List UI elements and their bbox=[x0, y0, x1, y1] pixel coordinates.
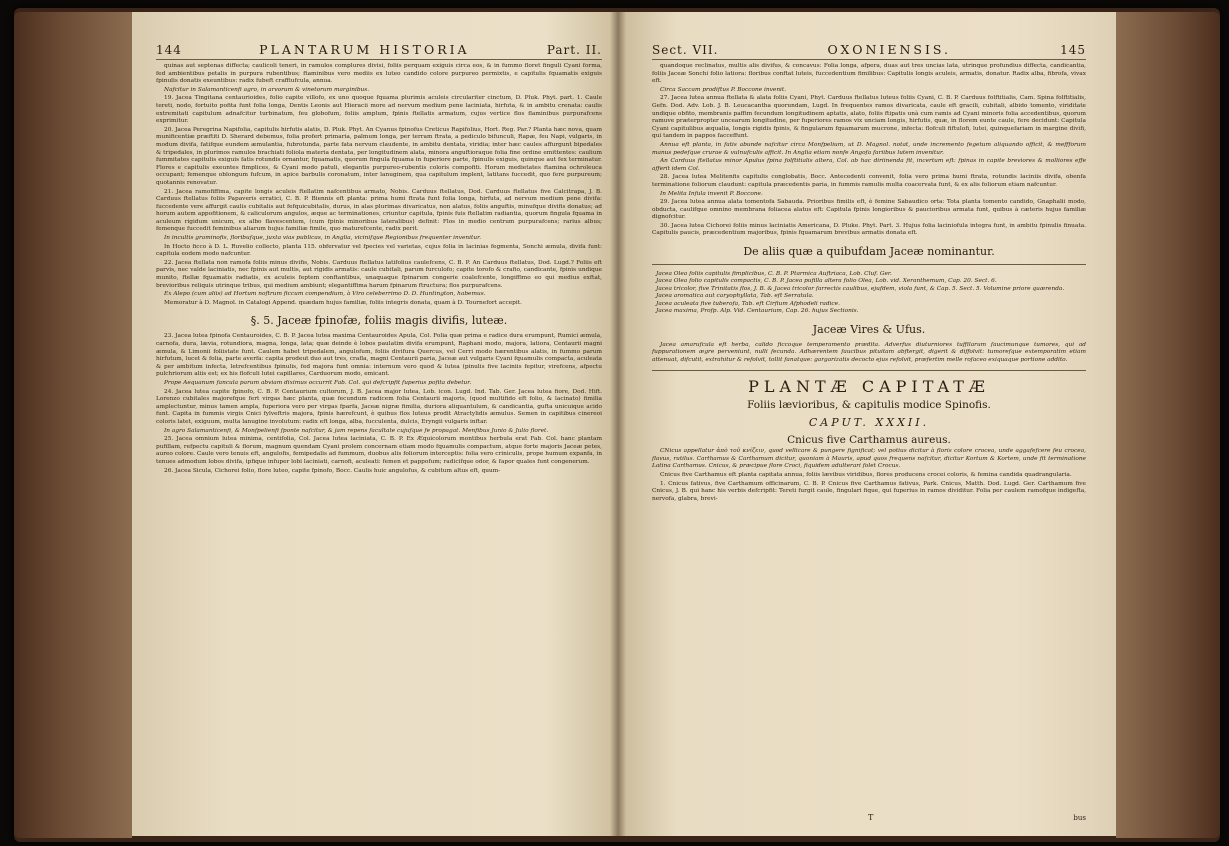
paragraph: 29. Jacea lutea annua alata tomentofa Sabauda. Prioribus fimilis eft, è femine Sabaudico orta: Tota planta tomento candido, Gnaphalii modo, obducta, caulifque omnino membrana foliacea alatus eft: Capitula fpinis longioribus & paucioribus armata funt, quibus à cæteris hujus familiæ dignofcitur. bbox=[652, 199, 1086, 221]
paragraph: Memoratur à D. Magnol. in Catalogi Append. quædam hujus familiæ, foliis integris donata, quam à D. Tournefort accepit. bbox=[164, 299, 522, 306]
paragraph: 20. Jacea Peregrina Napifolia, capitulis hirfutis alatis, D. Pluk. Phyt. An Cyanus fpinofus Creticus Rapifolius, Hort. Reg. Par.? Planta hæc nova, quam munificentiæ præftiti D. Sherard debemus, folia profert primaria, palmum longa, per terram ftrata, a pediculo bifunculi, Rapæ, feu Napi, vulgaris, in modum divifa, fatifque eundem æmulantia, fubrotunda, parte fata nervum claudente, in ambitu dentata, viridia; inter hæc caules affurgunt bipedales & tripedales, in plurimos ramulos brachiati foliola materia dentata, per longitudinem alata, minora anguftioraque folia fine ordine emittentes: caulium fummitates capitulis exiguis fatis rotundis ornantur, fquamatis, quorum fingula fquama in fuperiore parte, fpinulis exiguis, quinque aut fex terminatur. Flores e capitulis exeuntes fimplices, & Cyani modo patuli, elegantis purpureo-rubentis coloris compofiti. Horum medietates ftamina ochroleuca occupant; femenque oblongum fufcum, in apice barbulis coronatum, inter lanuginem, qua capitulum implent, latitans fuccedit, quo fere purpureum; quotannis renovatur. bbox=[156, 126, 602, 186]
left-running-head bbox=[156, 42, 602, 60]
virtues-body bbox=[652, 342, 1086, 365]
left-running-title: PLANTARUM HISTORIA bbox=[259, 42, 470, 57]
paragraph: In agro Salamanticenfi, & Monfpelienfi fponte nafcitur, & jam repens facultate cujufque fe propagat. Menfibus Junio & Julio floret. bbox=[164, 427, 549, 434]
left-page bbox=[132, 12, 618, 836]
list-item: Jacea tricolor, five Trinitatis flos, J. B. & Jacea tricolor farrectis caulibus, ejufdem, viola funt, & Cap. 5. Sect. 5. Volumine priore quærenda. bbox=[656, 285, 1065, 292]
paragraph: In Melita Infula invenit P. Boccone. bbox=[660, 190, 763, 197]
paragraph: 22. Jacea ftellata non ramofa foliis minus divifis, Nobis. Carduus ftellatus latifolius caulefcens, C. B. P. An Carduus ftellatus, Dod. Lugd.? Foliis eft parvis, nec valde laciniatis, nec fpinis aut multis, aut rigidis armatis: caule cubitali, parum furculofo; capite torofo & crafio, candicante, fpinis undique munito, ftellæ fquamatis radiatis, ex aculeis feptem conftantibus, unaquaque fpinarum congerie coalefcente, longiffimo eo qui medius exftat, brevioribus reliquis utrinque tribus, qui medium ambiunt; elegantiffima harum fpinarum ftructura; flos purpurafcens. bbox=[156, 259, 602, 289]
left-part-label: Part. II. bbox=[546, 43, 602, 57]
paragraph: Annua eft planta, in fatis abunde nafcitur circa Monfpelium, ut D. Magnol. notat, unde incremento fegetum aliquando officit, & meffforum manus pedefque crurae & vulnufculis afficit. In Anglia etiam nonfe Angofa fariibus lutem invenitur. bbox=[652, 141, 1086, 156]
left-page-edges bbox=[14, 12, 132, 838]
virtues-heading: Jaceæ Vires & Ufus. bbox=[812, 322, 926, 336]
paragraph: 24. Jacea lutea capite fpinofo, C. B. P. Centaurium cultorum, J. B. Jacea major lutea, Lob. icon. Lugd. Ind. Tab. Ger. Jacea lutea fiore, Dod. Hift. Lorenzo cubitales majorefque fert virgas hæc planta, quæ fecundum radicem folia Centaurii majoris, (quod multifido eft folio, & lacinato) fimilia amplectuntur, minus tamen ampla, fuperiora vero per virgas fparfa, Jaceæ nigræ fimilia, duriora aliquantulum, & candicantia, gufta unicuique acido funt. Capita in fummis virgis Cnici fylveftris majora, fpinis hærefcunt, è quibus flos luteus prodit Atractylidis æmulus. Semen in capitibus cinereoi coloris latet, exiguum, multa lanugine involutum: radix eft longa, alba, fucculenta, dulcis, Eryngii vulgaris inftar. bbox=[156, 388, 602, 425]
left-body-top bbox=[156, 63, 602, 307]
right-page-edges bbox=[1116, 12, 1220, 838]
left-body-bottom bbox=[156, 333, 602, 475]
paragraph: 28. Jacea lutea Melitenfis capitulis conglobatis, Bocc. Antecedenti convenit, folia vero prima humi ftrata, rotundis laciniis divifa, obenfa terminatione foliorum claudunt: capitula præcedentis paria, in fummis ramulis multa coacervata funt, & ex alis foliorum etiam nafcuntur. bbox=[652, 174, 1086, 188]
chapter-group-subtitle: Foliis lævioribus, & capitulis modice Spinofis. bbox=[747, 399, 991, 412]
open-book bbox=[14, 8, 1220, 842]
paragraph: 23. Jacea lutea fpinofa Centauroides, C. B. P. Jacea lutea maxima Centauroides Apula, Col. Folia quæ prima e radice dura erumpunt, Rumici æmula, carnofa, dura, lævia, rotundiora, magna, longa, lata; quæ deinde è lobos paulatim divifa erumpunt, Raphani modo, majora, latiora, Centaurii magni æmula, & Limonii foliistate funt. Caulem habet tripedalem, angulofum, foliis divifura Quercus, vel Cerri modo hærentibus alatis, in fummo parum hirfutum, lucet & folia, parte averfa: capita prodeut duo aut tres, crafla, magni Centaurii paria, Jaceæ aut vulgaris Cyani fquamulis compacta, aculeata & per ambitum infecta, letrefcentibus fpinulis, fed majora funt omnia: internum vero quod & lutea (pinulis five laciniis fepitur, virefcens, afpectu pulchriorum aliis est; ex his flofculi lutei capillares, Carduorum modo, emicant. bbox=[156, 333, 602, 378]
right-page-number: 145 bbox=[1060, 43, 1086, 57]
book-gutter bbox=[610, 12, 626, 836]
list-item: Jacea Olea folio capitulis compactis, C. B. P. Jacea pufilla altera folio Olea, Lob. vid. Xeranthemum, Cap. 20. Sect. 6. bbox=[656, 278, 997, 285]
paragraph: Ex Alepo (cum aliis) ad Hortum noftrum ficcum compendium, à Viro celeberrimo D. D. Huntington, habemus. bbox=[164, 291, 486, 298]
right-section-label: Sect. VII. bbox=[652, 43, 719, 57]
paragraph: Prope Aequanum fancula parum abviam diximus occurrit Fab. Col. qui defcripfit fuperius pofita debetur. bbox=[164, 379, 472, 386]
synonym-list bbox=[656, 271, 1086, 315]
right-section-heading: De aliis quæ a quibufdam Jaceæ nominantur. bbox=[743, 245, 995, 259]
right-running-head bbox=[652, 42, 1086, 60]
list-item: Jacea Olea foliis capitulis fimplicibus, C. B. P. Ptarmica Auftriaca, Lob. Cluf. Ger. bbox=[656, 271, 892, 278]
paragraph: Jacea amarufcula eft herba, calido ficcoque temperamento prædita. Adverfus diuturniores tuffilarum faucimunque tumores, qui ad fuppurationem ægre perveniunt, nulli fecunda. Adhærentem faucibus pituitam abftergit, digerit & diffolvit: tumorefque extemporatim etiam attenuat, difcutit, extrahitur & refolvit, tollit fanatque: gargarizatis decocto ejus refolvit, præfertim melle rofaceo exiquaque portione addito. bbox=[652, 341, 1086, 363]
divider bbox=[652, 370, 1086, 371]
paragraph: In incultis graminofis, floribufque, juxta vias publicas, in Anglia, vicinifque Regionibus frequenter invenitur. bbox=[164, 235, 482, 242]
paragraph: 26. Jacea Sicula, Cichorei folio, flore luteo, capite fpinofo, Bocc. Caulis huic angulofus, & cubitum altus eft, quum- bbox=[164, 467, 501, 474]
paragraph: Circa Saccam prodiftus P. Boccone invenit. bbox=[660, 86, 787, 93]
list-item: Jacea aculeata five tuberofa, Tab. eft Cirfium Afphodeli radice. bbox=[656, 300, 840, 307]
right-running-title: OXONIENSIS. bbox=[827, 42, 952, 57]
paragraph: Nafcitur in Salamanticenfi agro, in arvorum & vinetorum marginibus. bbox=[164, 86, 370, 93]
catchword: bus bbox=[1073, 814, 1086, 822]
left-section-heading: §. 5. Jaceæ fpinofæ, foliis magis divifis, luteæ. bbox=[250, 314, 508, 328]
signature-mark: T bbox=[868, 813, 874, 822]
paragraph: 25. Jacea omnium lutea minima, centifolia, Col. Jacea lutea laciniata, C. B. P. Ex Æquicolorum montibus herbula erat Fab. Col. hanc plantam pufillam, refpectu capituli & florum, magnum quendam Cyani prolem concernam etiam modo fquamulis compactum, atque forte majoris Jaceæ petes, aureo colore. Caule vero tenuis eft, angulofis, femipedalis ad fummum, duobus alis foliorum interceptis: folia vero criniculis, prope humum expanfa, in tenues admodum lobos divifa, ipfique infuper lobi laciniati, carnofi, aculeati: femen et pappofum; radicifque odor, & fapor quales funt congenerum. bbox=[156, 436, 602, 465]
paragraph: quandoque reclinatus, multis alis divifus, & concavus: Folia longa, afpera, duas aut tres uncias lata, utrinque profundius diffecta, candicantia, foliis Jaceæ Sonchi folio latiora: floribus conftat luteis, fuccedentium fimilibus: Capitulis longis aculeis, armatis, donatur. Radix alba, fibrofa, vivax eft. bbox=[652, 63, 1086, 85]
chapter-title: Cnicus five Carthamus aureus. bbox=[787, 434, 951, 447]
divider bbox=[652, 264, 1086, 265]
paragraph: An Carduus ftellatus minor Apulus fpina folftitialis altera, Col. ab hac diriinenda fit, incertum eft: fpinas in capite breviores & molliores effe afferit idem Col. bbox=[652, 158, 1086, 172]
paragraph: quinas aut septenas diffecta; caulicoli teneri, in ramulos complures divisi, foliis perquam exiguis circa eos, & in fummo floret finguli Cyani forma, fed ambientibus petalis in purpura rubentibus; ftaminibus vero mediis ex luteo candido colore purpureo permixtis, e capitulis fquamatis exiguis fpinulis donatis exeuntibus: radix fubeft craffiufcula, annua. bbox=[156, 63, 602, 85]
list-item: Jacea aromatica aut caryophyllata, Tab. eft Serratula. bbox=[656, 293, 814, 300]
chapter-number: CAPUT. XXXII. bbox=[808, 416, 930, 430]
right-page bbox=[618, 12, 1116, 836]
paragraph: 27. Jacea lutea annua ftellata & alata foliis Cyani, Phyt. Carduus ftellatus luteus foliis Cyani, C. B. P. Carduus folftitialis, Cam. Spina folftitialis, Gefn. Dod. Adv. Lob. J. B. Leucacantha quorundam, Lugd. In frequentes ramos divaricata, caule eft gracili, cubitali, albido tomento, viriditate undique obfito, membranis paffim fecundum longitudinem aptatis, alato, foliis ftipatis unà cum ramis ad Cyani minoris folia accedentibus, quorum ramuve præterpropter uncearum longitudine, per fuperiores ramos vix unciam longis, hirfutis, quæ, in florem eunte caule, fere decidunt: Capitula Cyani capitulibus æqualia, longis rigidis fpinis, & fingularum fquamarum mucrone, infecta: flofculi fiftulofi, lutei, quinquefariam in margine divifi, qui tandem in pappos facceffunt. bbox=[652, 95, 1086, 140]
chapter-group-title: PLANTÆ CAPITATÆ bbox=[748, 377, 990, 397]
paragraph: CNicus appellatur ἀπὸ τοῦ κνίζειν, quod vellicare & pungere fignificat; vel potius dicitur à floris colore crocea, unde aggafefcere feu crocea, flavus, rutilus. Carthamus & Carthamum dicitur, quoniam à Mauris, apud quos frequens nafcitur, dicitur Kortum & Kortem, unde fit terminatione Latina Carthamus. Cnicus, & præcipue flore Croci, fiquidem adulterari folet Crocus. bbox=[652, 448, 1086, 470]
left-page-number: 144 bbox=[156, 43, 182, 57]
paragraph: 30. Jacea lutea Cichorei foliis minus laciniatis Americana, D. Pluke. Phyt. Part. 3. Hujus folia laciniofula integra funt, in ambitu fpinulis finuata. Capitulis paucis, præcedentium majoribus, fpinis fquamarum brevibus armatis donata eft. bbox=[652, 222, 1086, 237]
chapter-body bbox=[652, 448, 1086, 503]
list-item: Jacea maxima, Profp. Alp. Vid. Centaurium, Cap. 26. hujus Sectionis. bbox=[656, 308, 859, 315]
paragraph: Cnicus five Carthamus eft planta capitata annua, foliis lævibus viridibus, flores producens crocei coloris, & femina candida quadrangularia. bbox=[660, 472, 1072, 479]
paragraph: 19. Jacea Tingitana centaurioides, folio capite villofo, ex uno quoque fquama plurimis aculeis circulariter cinctum, D. Pluk. Phyt. part. 1. Caule tereti, nodo, fortuito pofita funt folia longa, Dentis Leonis aut Hieracii more ad nervum medium pene laciniata, hirfuta, & in ambitu crenata: caulis extremitati capitulum adnafcitur turbinatum, feu globofum, foliis amplum, fpinis ftellatis armatum, cujus vertice flos flaminibus purpurafcens exprimitur. bbox=[156, 95, 602, 125]
paragraph: 21. Jacea ramofiffima, capite longis aculeis ftellatim nafcentibus armato, Nobis. Carduus ftellatus, Dod. Carduus ftellatus five Calcitrapa, J. B. Carduus ftellatus foliis Papaveris erratici, C. B. P. Biennis eft planta: prima humi ftrata funt folia longa, hirfuta, ad nervum medium pene divifa: fuccedente vere affurgit caulis cubitalis aut fefquicubitalis, durus, in alas plurimas divaricatus, non alatus, foliis anguftis, minufque divifis donatus; ad horum autem appofitionem, & caliculorum angulos, æque ac terminationes, criuntur capitula, fpinis fuis ftellatim radiantia, quorum fingula fquama in aculeum rigidum unicum, ex albo flavescentem, (cum fpinis minoribus lateralibus) definit: Flos in medio centrum purpurafcens; rarius albus; femenque fuccedit feminibus aliarum hujus familiæ fimile, quo maturefcente, radix perit. bbox=[156, 188, 602, 233]
paragraph: In Hocto ficco à D. L. Ruvelio collecto, planta 115. obfervatur vel fpecies vel varietas, cujus folia in lacinias fegmenta, Sonchi æmula, divifa funt: capitula eodem modo nafcuntur. bbox=[156, 243, 602, 258]
right-body-top bbox=[652, 63, 1086, 238]
paragraph: 1. Cnicus fativus, five Carthamum officinarum, C. B. P. Cnicus five Carthamus fativus, Park. Cnicus, Matth. Dod. Lugd. Ger. Carthamum five Cnicus, J. B. qui hanc his verbis defcripfit: Tereti furgit caule, fingulari fique, qui fuperius in ramos dividitur. Folia per caulem ramofque indigefta, nervofa, glabra, brevi- bbox=[652, 480, 1086, 502]
